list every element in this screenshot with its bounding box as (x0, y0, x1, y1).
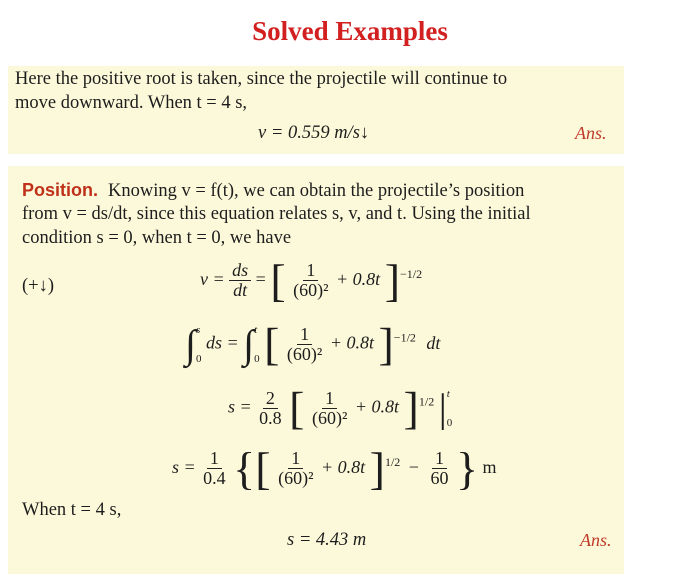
box1-line1: Here the positive root is taken, since the projectile will continue to (15, 69, 508, 89)
eq2-dt: dt (426, 332, 441, 353)
eq3-two: 2 (263, 389, 278, 409)
position-paragraph-line1 (22, 180, 524, 202)
eq4-fraction (275, 449, 316, 489)
eq2-right-bracket: ] (378, 318, 394, 370)
eq4-sixty: 60 (430, 468, 449, 489)
box2-line3: condition s = 0, when t = 0, we have (22, 228, 292, 248)
page-title: Solved Examples (252, 16, 448, 46)
eval-bar: | (438, 385, 447, 431)
eq3-one: 1 (322, 389, 337, 409)
eq2-int-ll: 0 (195, 352, 202, 365)
integral-sign: ∫ (185, 321, 196, 367)
eq4-one: 1 (207, 449, 222, 469)
eq4-den: (60)² (278, 468, 314, 489)
eq4-exponent: 1/2 (384, 455, 401, 470)
eq1-exponent: −1/2 (400, 267, 423, 282)
box2-line1: Knowing v = f(t), we can obtain the projectile’s position (108, 181, 525, 201)
equation-1 (200, 255, 423, 306)
eq1-equals: = (255, 269, 266, 290)
eq1-derivative (229, 261, 251, 301)
eq3-lhs: s = (228, 396, 252, 417)
velocity-result: v = 0.559 m/s↓ (258, 123, 370, 143)
eq3-den: (60)² (311, 407, 348, 428)
eq4-pt4: 0.4 (203, 468, 226, 489)
eq2-exponent: −1/2 (393, 330, 416, 345)
eq3-fraction (309, 389, 350, 429)
eq1-tail: + 0.8t (336, 269, 381, 290)
eq4-coefficient (200, 449, 229, 489)
eq4-lhs: s = (172, 457, 196, 478)
eq2-left-bracket: [ (264, 318, 280, 370)
eq2-fraction (284, 325, 325, 365)
box1-line2: move downward. When t = 4 s, (15, 93, 248, 113)
eq4-left-bracket: [ (255, 443, 271, 494)
eq3-pt8: 0.8 (259, 407, 282, 428)
eq4-tail: + 0.8t (320, 457, 366, 478)
eq4-minus: − (408, 457, 419, 478)
eq2-int-ul: s (195, 324, 201, 336)
eq1-den: (60)² (293, 280, 329, 301)
eq4-left-brace: { (233, 443, 256, 494)
equation-4 (172, 443, 497, 494)
eq3-ub: t (446, 388, 450, 400)
eq2-tail: + 0.8t (329, 332, 374, 353)
eq2-one: 1 (297, 325, 312, 345)
eq1-dt: dt (233, 280, 248, 301)
eq4-one3: 1 (432, 449, 447, 469)
eq3-exponent: 1/2 (418, 394, 435, 409)
eq2-int2-ul: t (254, 324, 258, 336)
eq1-right-bracket: ] (384, 255, 401, 306)
eq4-one2: 1 (288, 449, 303, 469)
answer-label-2: Ans. (580, 530, 612, 550)
eq4-right-brace: } (455, 443, 479, 494)
eq3-left-bracket: [ (289, 382, 305, 434)
eq3-lb: 0 (446, 416, 453, 429)
integral-sign-2: ∫ (243, 321, 255, 367)
eq2-int-limits (196, 316, 202, 373)
eq3-right-bracket: ] (403, 382, 419, 434)
sign-convention: (+↓) (22, 276, 55, 296)
eq1-ds: ds (229, 261, 251, 281)
when-t-4: When t = 4 s, (22, 500, 122, 520)
eq1-left-bracket: [ (270, 255, 286, 306)
position-result: s = 4.43 m (287, 530, 367, 550)
equation-3 (228, 380, 452, 437)
eq2-int2-limits (254, 316, 260, 373)
eq2-int2-ll: 0 (254, 352, 260, 365)
eq1-fraction (290, 261, 331, 301)
eq2-ds: ds = (205, 332, 239, 353)
box2-line2: from v = ds/dt, since this equation relates s, v, and t. Using the initial (22, 204, 531, 224)
eq3-coefficient (256, 389, 285, 429)
position-heading: Position. (22, 180, 98, 200)
eq3-eval-limits (447, 380, 453, 437)
equation-2 (185, 316, 440, 373)
eq2-den: (60)² (286, 343, 323, 364)
eq4-fraction-2 (427, 449, 451, 489)
eq3-tail: + 0.8t (354, 396, 400, 417)
eq4-unit: m (482, 457, 497, 478)
eq1-lhs: v = (200, 269, 225, 290)
eq4-right-bracket: ] (369, 443, 385, 494)
eq1-one: 1 (303, 261, 318, 281)
answer-label: Ans. (575, 123, 607, 143)
